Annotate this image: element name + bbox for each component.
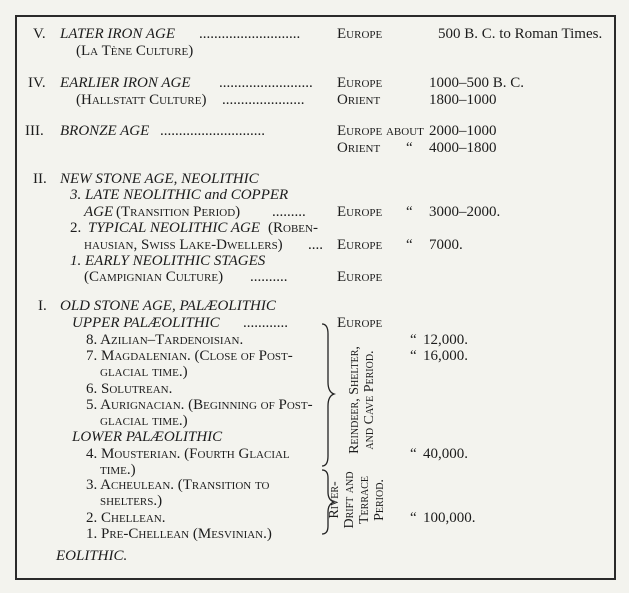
upper-palaeolithic-region: Europe	[337, 315, 383, 331]
row-ii-name: NEW STONE AGE, NEOLITHIC	[60, 171, 259, 187]
reindeer-period-label	[347, 325, 379, 475]
row-iii-numeral: III.	[25, 123, 44, 139]
upper-palaeolithic-label: UPPER PALÆOLITHIC	[72, 315, 220, 331]
reindeer-period-line2: and Cave Period.	[362, 350, 377, 450]
row-iii-ditto: “	[406, 140, 413, 156]
lower-item-1: 1. Pre-Chellean (Mesvinian.)	[86, 526, 272, 542]
row-v-region: Europe	[337, 26, 383, 42]
river-drift-line3: Terrace	[357, 476, 372, 524]
row-v-name: LATER IRON AGE	[60, 26, 175, 42]
row-iv-region: Europe	[337, 75, 383, 91]
upper-item-8-ditto: “	[410, 332, 417, 348]
row-iii-dots: ............................	[160, 123, 265, 139]
lower-item-4: 4. Mousterian. (Fourth Glacial	[86, 446, 290, 462]
neolithic-3-line2: (Transition Period)	[116, 204, 241, 220]
neolithic-2-line1: TYPICAL NEOLITHIC AGE	[88, 220, 260, 236]
neolithic-2-dots: ....	[308, 237, 323, 253]
upper-item-5-cont: glacial time.)	[100, 413, 188, 429]
row-iv-numeral: IV.	[28, 75, 46, 91]
upper-item-7-ditto: “	[410, 348, 417, 364]
upper-palaeolithic-dots: ............	[243, 315, 288, 331]
neolithic-3-line1: 3. LATE NEOLITHIC and COPPER	[70, 187, 289, 203]
row-iv-date: 1000–500 B. C.	[429, 75, 525, 91]
neolithic-2-date: 7000.	[429, 237, 463, 253]
reindeer-period-line1: Reindeer, Shelter,	[347, 346, 362, 454]
row-iii-date: 2000–1000	[429, 123, 497, 139]
row-iii-region: Europe about	[337, 123, 424, 139]
row-iii-region2: Orient	[337, 140, 381, 156]
upper-item-8: 8. Azilian–Tardenoisian.	[86, 332, 244, 348]
row-iv-sub-date: 1800–1000	[429, 92, 497, 108]
row-iii-date2: 4000–1800	[429, 140, 497, 156]
river-drift-line4: Period.	[372, 479, 387, 521]
row-v-date: 500 B. C. to Roman Times.	[438, 26, 603, 42]
river-drift-period-label	[327, 455, 389, 545]
lower-item-1-ditto: “	[410, 510, 417, 526]
row-iv-sub-region: Orient	[337, 92, 381, 108]
row-iii-name: BRONZE AGE	[60, 123, 150, 139]
neolithic-3-region: Europe	[337, 204, 383, 220]
lower-item-4-date: 40,000.	[423, 446, 468, 462]
upper-item-8-date: 12,000.	[423, 332, 468, 348]
row-iv-dots: .........................	[219, 75, 313, 91]
upper-item-6: 6. Solutrean.	[86, 381, 173, 397]
lower-item-4-ditto: “	[410, 446, 417, 462]
neolithic-2-line1-sc: (Roben-	[268, 220, 318, 236]
row-i-numeral: I.	[38, 298, 47, 314]
neolithic-1-line1: 1. EARLY NEOLITHIC STAGES	[70, 253, 266, 269]
neolithic-1-dots: ..........	[250, 269, 288, 285]
upper-item-7-cont: glacial time.)	[100, 364, 188, 380]
row-iv-name: EARLIER IRON AGE	[60, 75, 191, 91]
lower-item-2: 2. Chellean.	[86, 510, 166, 526]
upper-item-5: 5. Aurignacian. (Beginning of Post-	[86, 397, 313, 413]
river-drift-line2: Drift and	[342, 471, 357, 529]
row-ii-numeral: II.	[33, 171, 47, 187]
upper-item-7-date: 16,000.	[423, 348, 468, 364]
upper-item-7: 7. Magdalenian. (Close of Post-	[86, 348, 293, 364]
neolithic-1-region: Europe	[337, 269, 383, 285]
neolithic-3-dots: .........	[272, 204, 306, 220]
neolithic-2-prefix: 2.	[70, 220, 82, 236]
neolithic-3-line2-prefix: AGE	[84, 204, 114, 220]
lower-item-1-date: 100,000.	[423, 510, 476, 526]
neolithic-2-region: Europe	[337, 237, 383, 253]
row-v-sub: (La Tène Culture)	[76, 43, 194, 59]
row-iv-sub-dots: ......................	[222, 92, 305, 108]
row-v-numeral: V.	[33, 26, 46, 42]
reindeer-period-brace	[322, 324, 334, 466]
neolithic-1-line2: (Campignian Culture)	[84, 269, 224, 285]
neolithic-2-ditto: “	[406, 237, 413, 253]
lower-palaeolithic-label: LOWER PALÆOLITHIC	[72, 429, 223, 445]
neolithic-2-line2: hausian, Swiss Lake-Dwellers)	[84, 237, 283, 253]
lower-item-4-cont: time.)	[100, 462, 136, 478]
row-iv-sub: (Hallstatt Culture)	[76, 92, 207, 108]
river-drift-line1: River-	[327, 481, 342, 519]
eolithic-label: EOLITHIC.	[56, 548, 128, 564]
neolithic-3-ditto: “	[406, 204, 413, 220]
neolithic-3-date: 3000–2000.	[429, 204, 501, 220]
row-v-dots: ...........................	[199, 26, 301, 42]
row-i-name: OLD STONE AGE, PALÆOLITHIC	[60, 298, 276, 314]
lower-item-3: 3. Acheulean. (Transition to	[86, 477, 270, 493]
lower-item-3-cont: shelters.)	[100, 493, 163, 509]
